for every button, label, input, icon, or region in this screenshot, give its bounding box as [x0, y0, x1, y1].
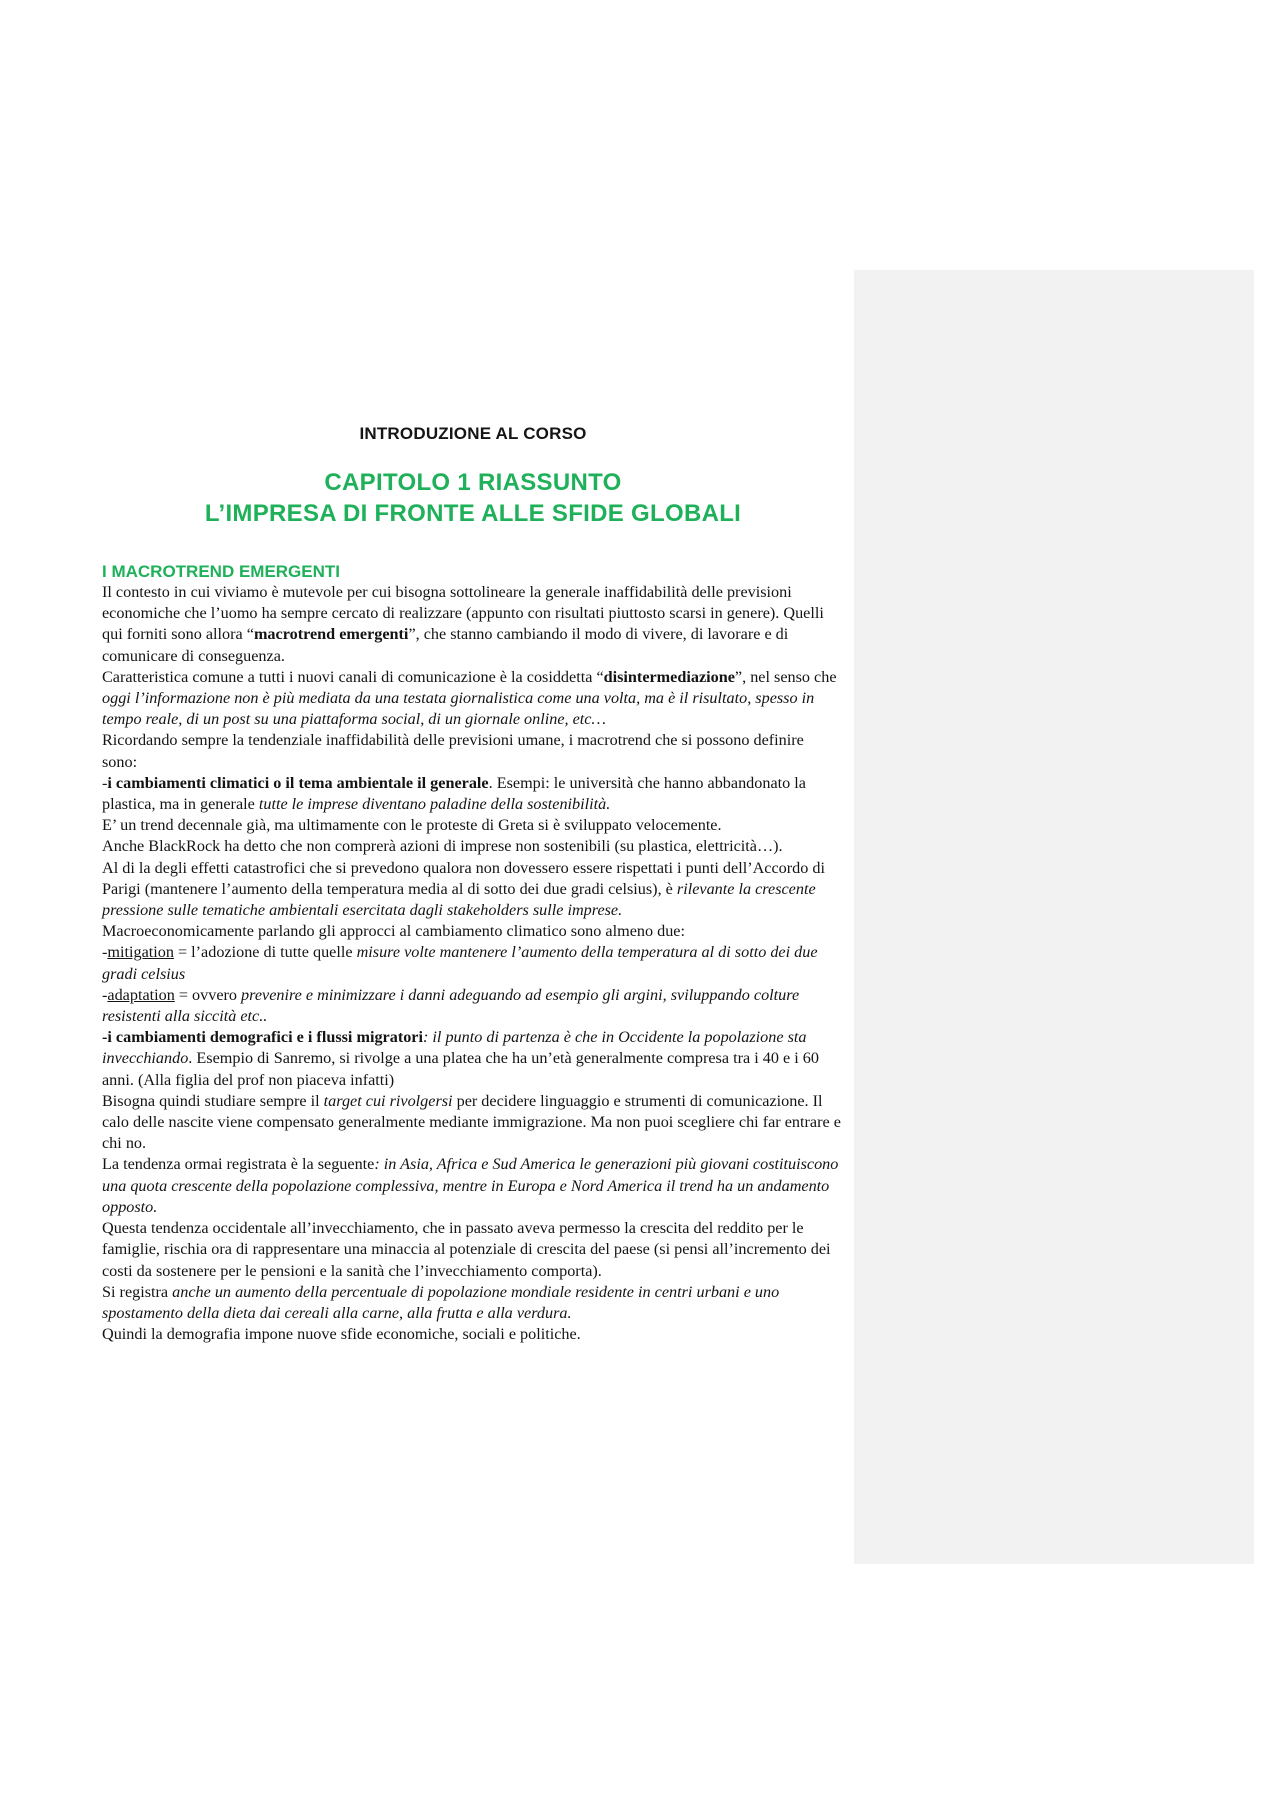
italic-text: prevenire e minimizzare i danni adeguando ad esempio gli argini, sviluppando colture resistenti alla siccità etc.. — [102, 985, 800, 1026]
text-run: Bisogna quindi studiare sempre il — [102, 1091, 324, 1110]
section-heading: I MACROTREND EMERGENTI — [102, 562, 340, 581]
comment-margin-panel — [854, 270, 1254, 1564]
paragraph: Ricordando sempre la tendenziale inaffidabilità delle previsioni umane, i macrotrend che si possono definire sono: — [102, 731, 804, 771]
italic-text: target cui rivolgersi — [323, 1091, 453, 1110]
paragraph — [102, 773, 842, 815]
paragraph: Macroeconomicamente parlando gli approcci al cambiamento climatico sono almeno due: — [102, 922, 685, 941]
bold-term: i cambiamenti climatici o il tema ambientale il generale — [107, 773, 489, 792]
underlined-term: mitigation — [107, 943, 174, 962]
bold-term: disintermediazione — [603, 667, 735, 686]
chapter-title-line-1: CAPITOLO 1 RIASSUNTO — [324, 469, 622, 496]
paragraph: Questa tendenza occidentale all’invecchiamento, che in passato aveva permesso la crescita del reddito per le famiglie, rischia ora di rappresentare una minaccia al potenziale di crescita del paese (si pensi all’incremento dei costi da sostenere per le pensioni e la sanità che l’invecchiamento comporta). — [102, 1219, 831, 1280]
chapter-title-line-2: L’IMPRESA DI FRONTE ALLE SFIDE GLOBALI — [204, 500, 742, 527]
chapter-title — [0, 467, 946, 529]
text-run: . Esempi: le università che hanno abbandonato la plastica, ma in generale — [102, 773, 806, 814]
paragraph: Quindi la demografia impone nuove sfide economiche, sociali e politiche. — [102, 1325, 581, 1344]
text-run: = l’adozione di tutte quelle — [173, 943, 357, 962]
text-run: per decidere linguaggio e strumenti di comunicazione. Il calo delle nascite viene compensato generalmente mediante immigrazione. Ma non puoi scegliere chi far entrare e chi no. — [102, 1091, 841, 1153]
italic-text: misure volte mantenere l’aumento della temperatura al di sotto dei due gradi celsius — [102, 943, 818, 983]
paragraph: Anche BlackRock ha detto che non comprerà azioni di imprese non sostenibili (su plastica, elettricità…). — [102, 837, 783, 856]
italic-text: : in Asia, Africa e Sud America le generazioni più giovani costituiscono una quota crescente della popolazione complessiva, mentre in Europa e Nord America il trend ha un andamento opposto. — [102, 1155, 839, 1216]
paragraph — [102, 582, 842, 667]
text-run: - — [102, 943, 108, 962]
italic-text: rilevante la crescente pressione sulle tematiche ambientali esercitata dagli stakeholders sulle imprese. — [102, 879, 816, 920]
text-run: Caratteristica comune a tutti i nuovi canali di comunicazione è la cosiddetta “ — [102, 667, 604, 686]
paragraph — [102, 667, 842, 731]
text-run: Si registra — [102, 1282, 173, 1301]
paragraph — [102, 1282, 842, 1324]
text-run: Al di la degli effetti catastrofici che si prevedono qualora non dovessero essere rispettati i punti dell’Accordo di Parigi (mantenere l’aumento della temperatura media al di sotto dei due gradi celsius), è — [102, 858, 825, 898]
italic-text: in Occidente la popolazione sta invecchiando — [102, 1028, 807, 1068]
paragraph — [102, 942, 842, 984]
text-run: - — [102, 773, 108, 792]
body-text — [102, 582, 842, 1345]
text-run: = ovvero — [174, 985, 242, 1004]
paragraph — [102, 1154, 842, 1218]
course-intro-heading: INTRODUZIONE AL CORSO — [359, 424, 587, 443]
text-run: - — [102, 985, 108, 1004]
paragraph — [102, 1027, 842, 1091]
bold-term: macrotrend emergenti — [253, 625, 409, 644]
underlined-term: adaptation — [107, 985, 175, 1004]
italic-text: oggi l’informazione non è più mediata da una testata giornalistica come una volta, ma è il risultato, spesso in tempo reale, di un post su una piattaforma social, di un giornale online, etc… — [102, 689, 815, 729]
bold-term: -i cambiamenti demografici e i flussi migratori — [102, 1028, 423, 1047]
italic-text: anche un aumento della percentuale di popolazione mondiale residente in centri urbani e uno spostamento della dieta dai cereali alla carne, alla frutta e alla verdura. — [102, 1282, 780, 1322]
paragraph — [102, 858, 842, 922]
italic-text: tutte le imprese diventano paladine della sostenibilità. — [258, 795, 611, 814]
text-run: . Esempio di Sanremo, si rivolge a una platea che ha un’età generalmente compresa tra i 40 e i 60 anni. (Alla figlia del prof non piaceva infatti) — [102, 1049, 819, 1089]
text-run: La tendenza ormai registrata è la seguente — [102, 1155, 375, 1174]
paragraph: E’ un trend decennale già, ma ultimamente con le proteste di Greta si è sviluppato velocemente. — [102, 816, 722, 835]
text-run: : il punto di partenza è che — [422, 1028, 602, 1047]
text-run: ”, nel senso che — [734, 667, 837, 686]
text-run: ”, che stanno cambiando il modo di vivere, di lavorare e di comunicare di conseguenza. — [102, 625, 789, 665]
paragraph — [102, 1091, 842, 1155]
paragraph — [102, 985, 842, 1027]
text-run: Il contesto in cui viviamo è mutevole per cui bisogna sottolineare la generale inaffidabilità delle previsioni economiche che l’uomo ha sempre cercato di realizzare (appunto con risultati piuttosto scarsi in genere). Quelli qui forniti sono allora “ — [102, 583, 824, 644]
